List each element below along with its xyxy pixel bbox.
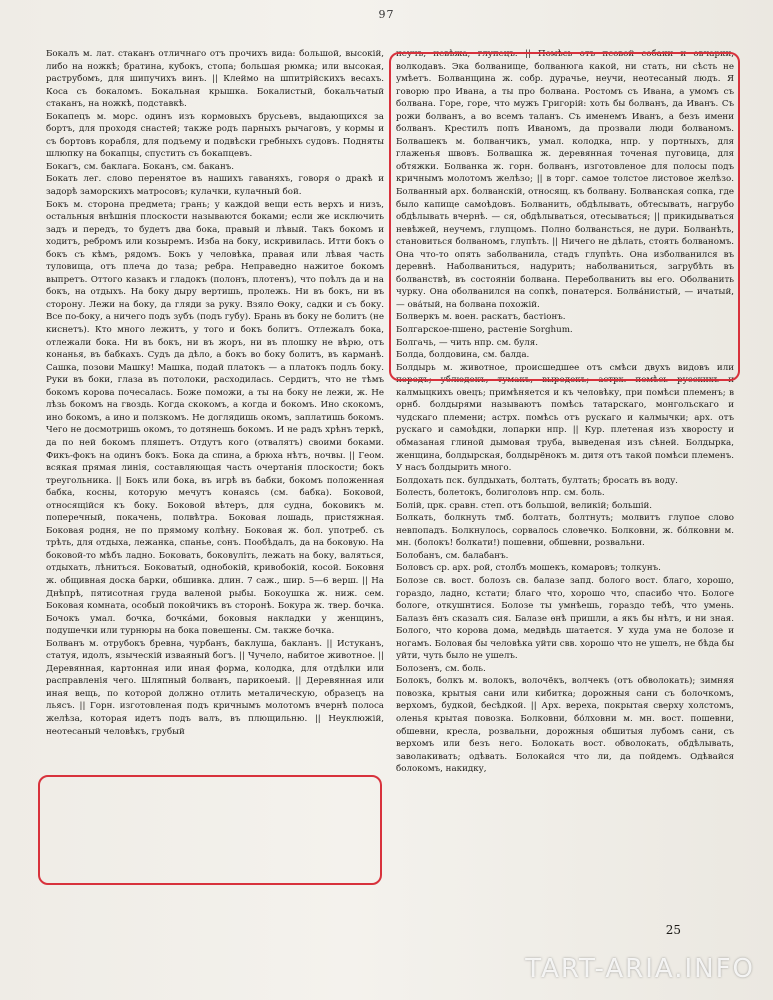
entry-bolozen: Болозенъ, см. боль. [396,663,486,674]
entry-bokapets: Бокапецъ м. морс. одинъ изъ кормовыхъ брусьевъ, выдающихся за бортъ, для проходя снастей; также родъ парныхъ рычаговъ, у кормы и съ бортовъ корабля, для подъему и подвѣски гребныхъ судовъ. Подняты шлюпку на бокапцы, спустить съ бокапцевъ. [46,111,384,160]
entry-boldokhat: Болдохать пск. булдыхать, болтать, бултать; бросать въ воду. [396,475,678,486]
right-column [396,48,734,970]
entry-boliy: Болій, црк. сравн. степ. отъ большой, великій; большій. [396,500,653,511]
entry-bolest: Болесть, болетокъ, болиголовъ нпр. см. боль. [396,488,605,499]
entry-bokal: Бокалъ м. лат. стаканъ отличнаго отъ прочихъ вида: большой, высокій, либо на ножкѣ; братина, кубокъ, стопа; большая рюмка; или высокая, раструбомъ, для шипучихъ винъ. || Клеймо на шпитрійскихъ весахъ. Коса съ бокаломъ. Бокальная крышка. Бокалистый, бокальчатый стаканъ, на ножкѣ, подставкѣ. [46,49,384,110]
bottom-page-number: 25 [665,923,681,937]
watermark: TART-ARIA.INFO [525,954,755,984]
entry-bolda: Болда, болдовина, см. балда. [396,350,530,361]
left-column [46,48,384,908]
entry-boldyr: Болдырь м. животное, происшедшее отъ смѣси двухъ видовъ или породъ; ублюдокъ, тумакъ, выродокъ; астрх. помѣсь русскихъ и калмыцкихъ овецъ; примѣняется и къ человѣку, при помѣси племенъ; в орнб. болдырями называютъ помѣсь татарскаго, монгольскаго и чудскаго племени; астрх. помѣсь отъ рускаго и калмычки; арх. отъ рускаго и самоѣдки, лопарки нпр. || Кур. плетеная изъ хворосту и обмазаная глиной дымовая труба, выведеная изъ сѣней. Болдырка, женщина, болдырская, болдырёнокъ м. дитя отъ такой помѣси племенъ. У насъ болдырить много. [396,362,734,474]
entry-bokag: Бокагъ, см. баклага. Боканъ, см. баканъ. [46,161,235,172]
entry-bolvan: Болванъ м. отрубокъ бревна, чурбанъ, баклуша, бакланъ. || Истуканъ, статуя, идолъ, языческій изваяный богъ. || Чучело, набитое животное. || Деревянная, картонная или иная форма, колодка, для отдѣлки или расправленія чего. Шляпный болванъ, парикоеый. || Деревянная или иная вещь, по которой должно отлить металическую, образецъ на льясъ. || Горн. изготовленая подъ кричнымъ молотомъ вчернѣ полоса желѣза, которая идетъ подъ валъ, въ плющильню. || Неуклюжій, неотесаный человѣкъ, грубый [46,638,384,737]
entry-bolgarskoe-psheno: Болгарское-пшено, растеніе Sorghum. [396,325,573,336]
top-page-number: 97 [378,8,395,21]
entry-bolkat: Болкать, болкнуть тмб. болтать, болтнуть; молвитъ глупое слово невпопадъ. Болкнулось, сорвалось словечко. Болковни, ж. бо́лковни м. мн. (болокъ! болкати!) пошевни, обшевни, розвальни. [396,513,734,549]
entry-bolobanъ: Болобанъ, см. балабанъ. [396,550,509,561]
entry-bolgach: Болгачь, — чить нпр. см. буля. [396,337,539,348]
entry-bolverk: Болверкъ м. воен. раскатъ, бастіонъ. [396,312,566,323]
entry-bolok: Болокъ, болкъ м. волокъ, волочёкъ, волчекъ (отъ обволокать); зимняя повозка, крытыя сани или кибитка; дорожныя сани съ болочкомъ, верхомъ, будкой, бесѣдкой. || Арх. вереха, покрытая сверху холстомъ, оленья крытая повозка. Болковни, бо́лховни м. мн. вост. пошевни, обшевни, кресла, розвальни, дорожныя обшитыя лубомъ сани, съ верхомъ или безъ него. Болокать вост. обволокать, обдѣлывать, заволакивать; одѣвать. Болокайся что ли, да пойдемъ. Одѣвайся болокомъ, накидку, [396,676,734,775]
entry-bolovs: Боловсъ ср. арх. рой, столбъ мошекъ, комаровъ; толкунъ. [396,563,661,574]
entry-bolvan-continued: неучъ, невѣжа; глупецъ. || Помѣсь отъ псовой собаки и овчарки, волкодавъ. Эка болванище, болванюга какой, ни стать, ни сѣсть не умѣетъ. Болванщина ж. собр. дурачье, неучи, неотесаный людъ. Я говорю про Ивана, а ты про болвана. Ростомъ съ Ивана, а умомъ съ болвана. Горе, горе, что мужъ Григорій: хоть бы болванъ, да Иванъ. Съ рожи болванъ, а во всемъ таланъ. Съ именемъ Иванъ, а безъ имени болванъ. Крестилъ попъ Иваномъ, да прозвали люди болваномъ. Болвашекъ м. болванчикъ, умал. колодка, нпр. у портныхъ, для глаженья швовъ. Болвашка ж. деревянная точеная пуговица, для обтяжки. Болванка ж. горн. болванъ, изготовленое для полосы подъ кричнымъ молотомъ желѣзо; || в торг. самое толстое листовое желѣзо. Болванный арх. болванскій, относящ. къ болвану. Болванская сопка, где было капище самоѣдовъ. Болванить, обдѣлывать, обтесывать, нагрубо обдѣлывать вчернѣ. — ся, обдѣлываться, отесываться; || прикидываться невѣжей, неучемъ, глупцомъ. Полно болвансться, не дури. Болванѣть, становиться болваномъ, глупѣть. || Ничего не дѣлать, стоять болваномъ. Она что-то опять заболванила, стадъ глупѣть. Она изболванился въ деревнѣ. Наболваниться, надурить; наболваниться, загрубѣть въ болванствѣ, въ состояніи болвана. Переболванить вы его. Оболванить чурку. Она оболванился на сопкѣ, понатерся. Болва́нистый, — ичатый, — ова́тый, на болвана похожій. [396,49,734,310]
entry-bok: Бокъ м. сторона предмета; грань; у каждой вещи есть верхъ и низъ, остальныя внѣшнія плоскости называются боками; если же исключить задъ и передъ, то будетъ два бока, правый и лѣвый. Такъ бокомъ и ходитъ, ребромъ или козыремъ. Изба на боку, искривилась. Итти бокъ о бокъ съ кѣмъ, рядомъ. Бокъ у человѣка, правая или лѣвая часть туловища, отъ плеча до таза; ребра. Неправедно нажитое бокомъ выпретъ. Оттого казакъ и гладокъ (полонъ, плотенъ), что поѣлъ да и на бокъ, на отдыхъ. На боку дыру вертишь, пролежь. Ни въ бокъ, ни въ сторону. Лежи на боку, да гляди за руку. Взяло Ѳоку, садки и съ боку. Все по-боку, а ничего подъ зубъ (подъ губу). Брань въ боку не болитъ (не киснетъ). Кто много лежитъ, у того и бокъ болитъ. Отлежалъ бока, отлежали бока. Ни въ бокъ, ни въ жоръ, ни въ плошку не вѣрю, отъ конанья, въ бабкахъ. Судъ да дѣло, а бокъ во боку болитъ, въ карманѣ. Сашка, позови Машку! Машка, подай платокъ — а платокъ подль боку. Руки въ боки, глаза въ потолоки, расходилась. Сердитъ, что не тѣмъ бокомъ корова почесалась. Боже поможи, а ты на боку не лежи, ж. Не лѣзь бокомъ на гвоздь. Когда скокомъ, а когда и бокомъ. Ино скокомъ, ино бокомъ, а ино и ползкомъ. Не доглядишь окомъ, заплатишь бокомъ. Чего не досмотришь окомъ, то дотянешь бокомъ. И не радъ хрѣнъ теркѣ, да по ней бокомъ пляшетъ. Отдутъ кого (отвалятъ) своими боками. Фикъ-фокъ на одинъ бокъ. Бока да спина, а брюха нѣтъ, ночвы. || Геом. всякая прямая линія, составляющая часть очертанія плоскости; бокъ треугольника. || Бокъ или бока, въ игрѣ въ бабки, бокомъ положенная бабка, косны, которую мечутъ конаясь (см. бабка). Боковой, относящійся къ боку. Боковой вѣтеръ, для судна, боковикъ м. поперечный, покачень, полвѣтра. Боковая лошадь, пристяжная. Боковая родня, не по прямому колѣну. Боковая ж. бол. употреб. съ трѣть, для отдыха, лежанка, спанье, сонъ. Пообѣдалъ, да на боковую. На боковой-то мѣбъ ладно. Боковать, боковуліть, лежать на боку, валяться, отдыхать, лѣниться. Боковатый, однобокій, кривобокій, косой. Боковня ж. общивная доска барки, обшивка. длин. 7 саж., шир. 5—6 верш. || На Днѣпрѣ, пятисотная груда валеной рыбы. Бокоушка ж. ниж. сем. Боковая комната, особый покойчикъ въ сторонѣ. Бокура ж. твер. бочка. Бочокъ умал. бочка, бочка́ми, боковыя накладки у женщинъ, подушечки или турнюры на бока повешены. См. также бочка. [46,199,384,637]
entry-boloze: Болозе св. вост. болозъ св. балазе запд. болого вост. благо, хорошо, гораздо, ладно, кстати; благо что, хорошо что, спасибо что. Бологе бологе, откушнтися. Болозе ты умнѣешь, гораздо тебѣ, что умень. Балазъ ёнъ сказалъ сия. Балазе ѳнѣ пришли, а якъ бы нѣтъ, и ни зная. Болого, что корова дома, медвѣдь шатается. У худа ума не болозе и ногамъ. Боловая бы человѣка уйти свв. хорошо что не ушелъ, не бѣда бы уйти, чуть было не ушелъ. [396,575,734,662]
entry-bokat: Бокать лег. слово перенятое въ нашихъ гаваняхъ, говоря о дракѣ и задорѣ заморскихъ матросовъ; кулачки, кулачный бой. [46,174,384,198]
